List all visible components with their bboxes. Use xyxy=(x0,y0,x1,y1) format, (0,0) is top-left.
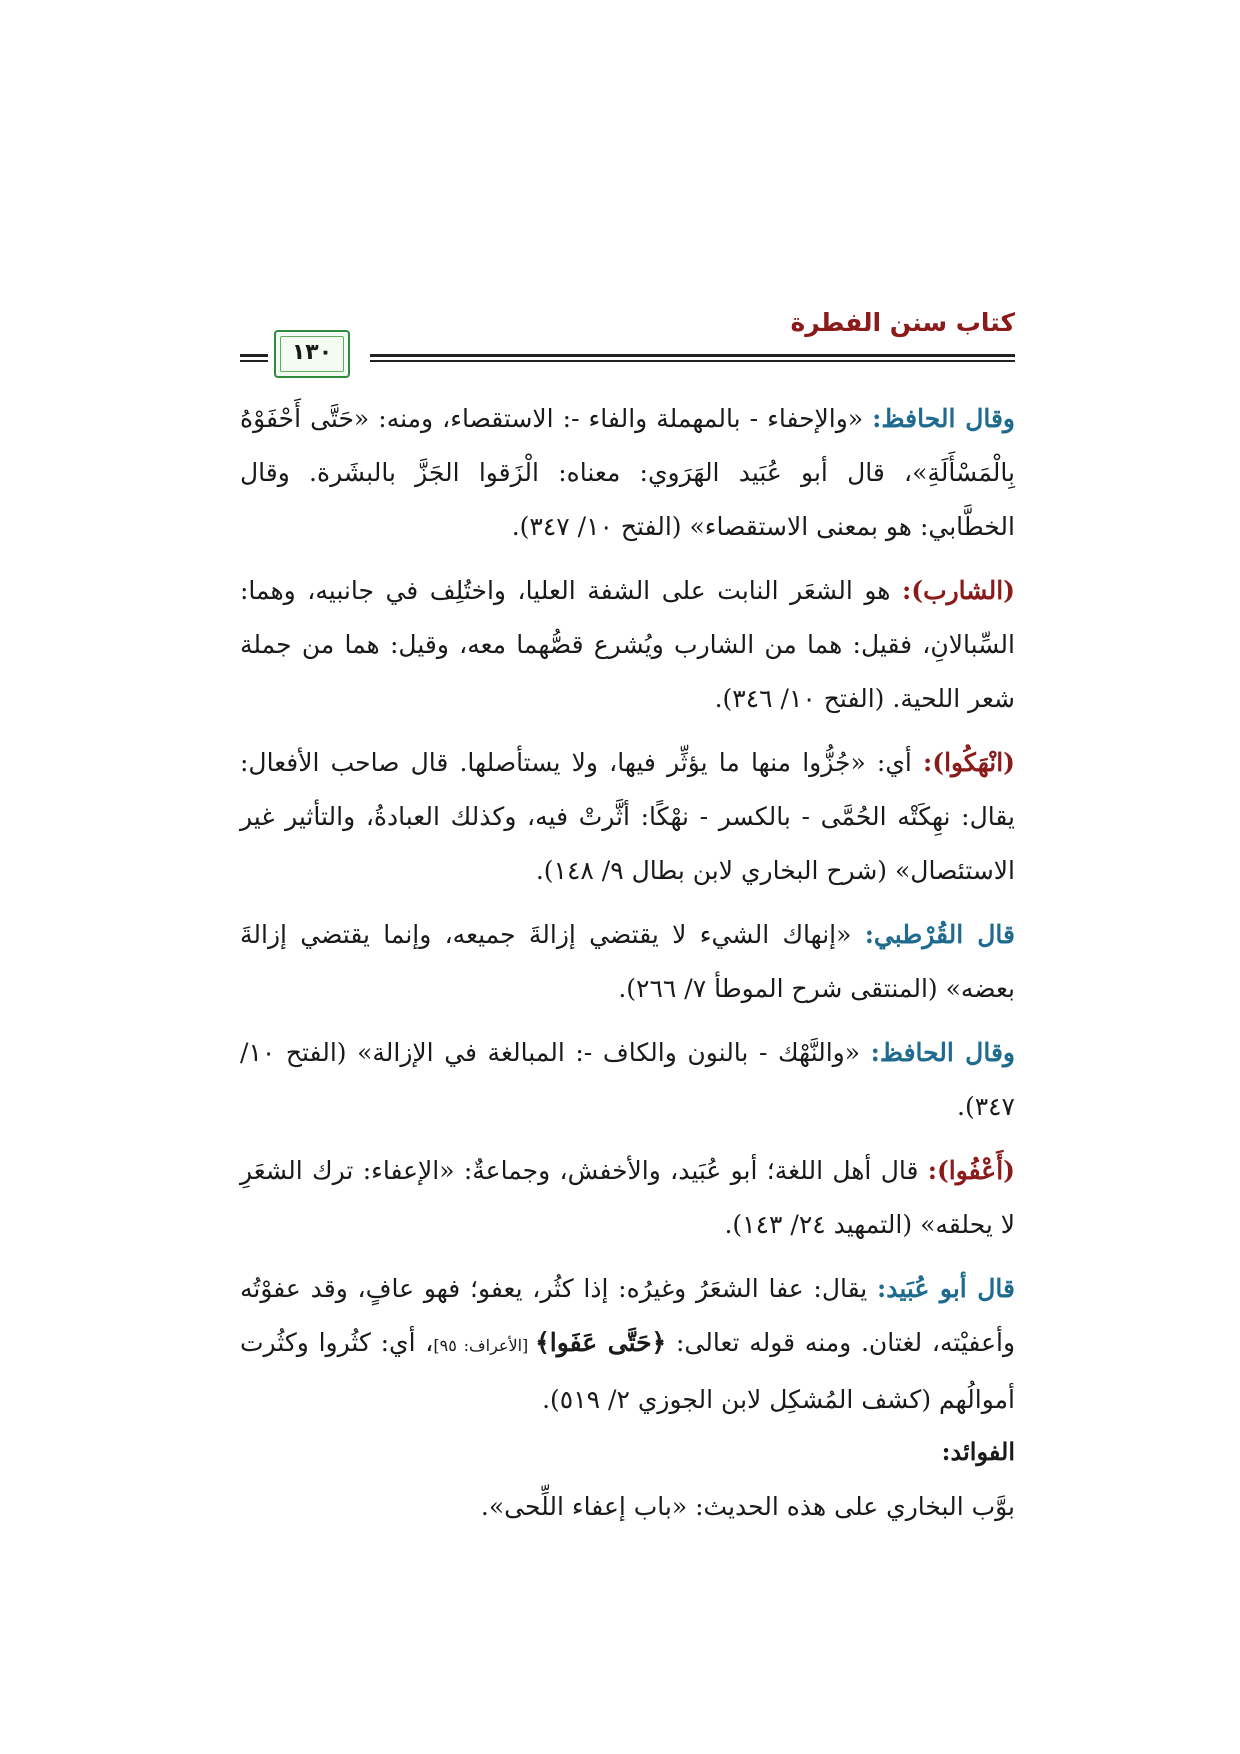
header-rule xyxy=(240,354,268,357)
paragraph-text: قال أهل اللغة؛ أبو عُبَيد، والأخفش، وجماعةٌ: «الإعفاء: ترك الشعَرِ لا يحلقه» (التمهيد ٢٤/ ١٤٣). xyxy=(240,1156,1015,1239)
paragraph xyxy=(240,908,1015,1016)
paragraph-text: «إنهاك الشيء لا يقتضي إزالةَ جميعه، وإنما يقتضي إزالةَ بعضه» (المنتقى شرح الموطأ ٧/ ٢٦٦). xyxy=(240,920,1015,1003)
paragraph-lead: قال القُرْطبي: xyxy=(864,920,1016,949)
book-title: كتاب سنن الفطرة xyxy=(790,308,1015,337)
paragraph xyxy=(240,564,1015,726)
paragraph-lead: (أَعْفُوا): xyxy=(927,1156,1015,1185)
paragraph-text: «والإحفاء - بالمهملة والفاء -: الاستقصاء، ومنه: «حَتَّى أَحْفَوْهُ بِالْمَسْأَلَةِ»، قال أبو عُبَيد الهَرَوي: معناه: الْزَقوا الجَزَّ بالبشَرة. وقال الخطَّابي: هو بمعنى الاستقصاء» (الفتح ١٠/ ٣٤٧). xyxy=(240,404,1015,541)
paragraph-lead: (الشارب): xyxy=(902,576,1015,605)
paragraph xyxy=(240,1144,1015,1252)
page-number: ١٣٠ xyxy=(291,340,333,365)
paragraph-text: ، أي: كثُروا وكثُرت أموالُهم (كشف المُشكِل لابن الجوزي ٢/ ٥١٩). xyxy=(240,1328,1015,1414)
page-header xyxy=(240,300,1015,392)
paragraph-text: «والنَّهْك - بالنون والكاف -: المبالغة في الإزالة» (الفتح ١٠/ ٣٤٧). xyxy=(240,1038,1015,1121)
paragraph-text: يقال: عفا الشعَرُ وغيرُه: إذا كثُر، يعفو؛ فهو عافٍ، وقد عفوْتُه وأعفيْته، لغتان. ومنه قوله تعالى: xyxy=(240,1274,1016,1357)
page-number-frame-icon xyxy=(274,330,350,378)
paragraph xyxy=(240,1026,1015,1134)
page xyxy=(240,300,1015,1544)
quran-reference: [الأعراف: ٩٥] xyxy=(433,1336,536,1355)
benefits-text: بوَّب البخاري على هذه الحديث: «باب إعفاء اللِّحى». xyxy=(480,1492,1015,1521)
header-rule xyxy=(240,360,268,362)
header-rule xyxy=(370,354,1015,357)
quran-verse: ﴿حَتَّى عَفَوا﴾ xyxy=(535,1328,667,1357)
paragraph-text: هو الشعَر النابت على الشفة العليا، واختُلِف في جانبيه، وهما: السِّبالانِ، فقيل: هما من الشارب ويُشرع قصُّهما معه، وقيل: هما من جملة شعر اللحية. (الفتح ١٠/ ٣٤٦). xyxy=(240,576,1015,713)
paragraph-lead: (انْهَكُوا): xyxy=(923,748,1015,777)
paragraph xyxy=(240,1262,1015,1427)
paragraph xyxy=(240,736,1015,898)
header-rule xyxy=(370,360,1015,362)
paragraph-lead: وقال الحافظ: xyxy=(872,404,1015,433)
benefits-heading: الفوائد: xyxy=(941,1437,1015,1466)
paragraph-text: أي: «جُزُّوا منها ما يؤثِّر فيها، ولا يستأصلها. قال صاحب الأفعال: يقال: نهِكَتْه الحُمَّى - بالكسر - نهْكًا: أثَّرتْ فيه، وكذلك العبادةُ، والتأثير غير الاستئصال» (شرح البخاري لابن بطال ٩/ ١٤٨). xyxy=(240,748,1015,885)
paragraph xyxy=(240,392,1015,554)
paragraph-lead: قال أبو عُبَيد: xyxy=(877,1274,1015,1303)
paragraph-lead: وقال الحافظ: xyxy=(870,1038,1015,1067)
